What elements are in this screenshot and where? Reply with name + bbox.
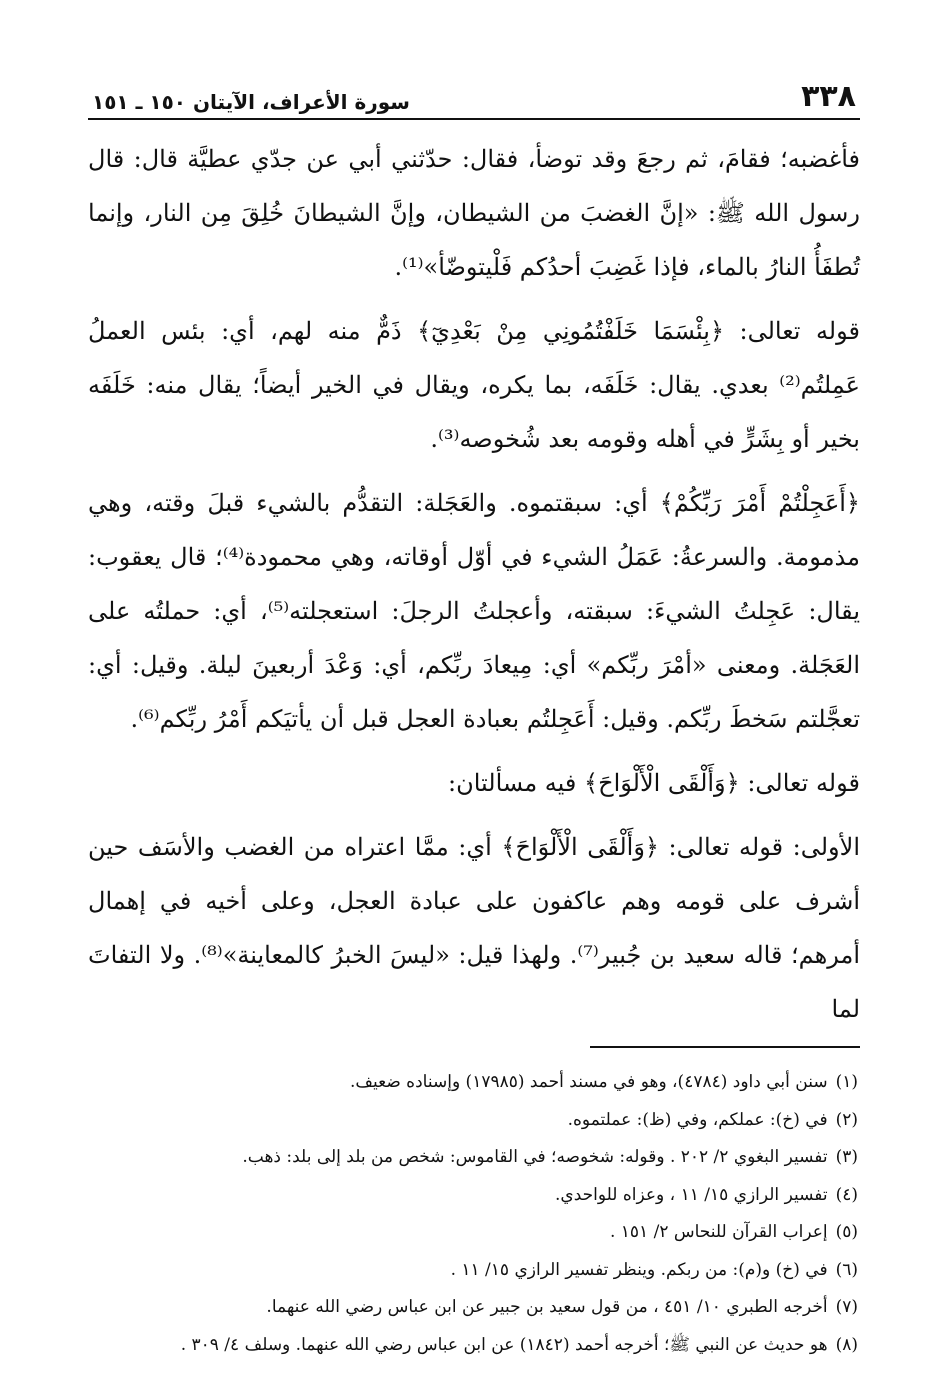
footnote: [88, 1102, 860, 1140]
paragraph: الأولى: قوله تعالى: ﴿وَأَلْقَى الْأَلْوَاحَ﴾ أي: ممَّا اعتراه من الغضب والأسَف حين أشرف على قومه وهم عاكفون على عبادة العجل، وعلى أخيه في إهمال أمرهم؛ قاله سعيد بن جُبير⁽⁷⁾. ولهذا قيل: «ليسَ الخبرُ كالمعاينة»⁽⁸⁾. ولا التفاتَ لما: [88, 833, 861, 1023]
running-title: سورة الأعراف، الآيتان ١٥٠ ـ ١٥١: [92, 90, 410, 114]
footnotes: [88, 1064, 860, 1364]
footnote: [88, 1177, 860, 1215]
footnote: [88, 1252, 860, 1290]
footnote-text: في (خ): عملكم، وفي (ظ): عملتموه.: [567, 1109, 828, 1130]
footnote-text: تفسير الرازي ١٥/ ١١ ، وعزاه للواحدي.: [555, 1184, 828, 1205]
footnote: [88, 1139, 860, 1177]
footnote-divider: [590, 1046, 860, 1048]
footnote-number: (٤): [835, 1184, 858, 1205]
paragraph: فأغضبه؛ فقامَ، ثم رجعَ وقد توضأ، فقال: حدّثني أبي عن جدّي عطيَّة قال: قال رسول الله ﷺ: «إنَّ الغضبَ من الشيطان، وإنَّ الشيطانَ خُلِقَ مِن النار، وإنما تُطفَأُ النارُ بالماء، فإذا غَضِبَ أحدُكم فَلْيتوضّأ»⁽¹⁾.: [88, 145, 860, 281]
main-text: [88, 132, 860, 1036]
footnote-number: (٢): [835, 1109, 858, 1130]
footnote: [88, 1064, 860, 1102]
book-page: [88, 70, 860, 1370]
paragraph: قوله تعالى: ﴿وَأَلْقَى الْأَلْوَاحَ﴾ فيه مسألتان:: [448, 769, 860, 797]
footnote-text: سنن أبي داود (٤٧٨٤)، وهو في مسند أحمد (١٧٩٨٥) وإسناده ضعيف.: [350, 1072, 828, 1092]
footnote-number: (٥): [835, 1222, 858, 1242]
paragraph: قوله تعالى: ﴿بِئْسَمَا خَلَفْتُمُونِي مِنْ بَعْدِيٓ﴾ ذَمٌّ منه لهم، أي: بئس العملُ عَمِلتُم⁽²⁾ بعدي. يقال: خَلَفَه، بما يكره، ويقال في الخير أيضاً؛ يقال منه: خَلَفَه بخير أو بِشَرٍّ في أهله وقومه بعد شُخوصه⁽³⁾.: [88, 317, 860, 453]
footnote-number: (١): [835, 1072, 858, 1092]
footnote: [88, 1289, 860, 1327]
footnote-number: (٦): [835, 1259, 858, 1280]
footnote-number: (٧): [835, 1297, 858, 1317]
page-number: ٣٣٨: [801, 79, 856, 114]
footnote-text: هو حديث عن النبي ﷺ؛ أخرجه أحمد (١٨٤٢) عن ابن عباس رضي الله عنهما. وسلف ٤/ ٣٠٩ .: [180, 1334, 828, 1355]
page-header: [88, 70, 860, 120]
footnote-text: أخرجه الطبري ١٠/ ٤٥١ ، من قول سعيد بن جبير عن ابن عباس رضي الله عنهما.: [266, 1297, 828, 1317]
paragraph: ﴿أَعَجِلْتُمْ أَمْرَ رَبِّكُمْ﴾ أي: سبقتموه. والعَجَلة: التقدُّم بالشيء قبلَ وقته، وهي مذمومة. والسرعةُ: عَمَلُ الشيء في أوّل أوقاته، وهي محمودة⁽⁴⁾؛ قال يعقوب: يقال: عَجِلتُ الشيءَ: سبقته، وأعجلتُ الرجلَ: استعجلته⁽⁵⁾، أي: حملتُه على العَجَلة. ومعنى «أمْرَ ربِّكم» أي: مِيعادَ ربِّكم، أي: وَعْدَ أربعينَ ليلة. وقيل: أي: تعجَّلتم سَخطَ ربِّكم. وقيل: أَعَجِلتُم بعبادة العجل قبل أن يأتيَكم أَمْرُ ربِّكم⁽⁶⁾.: [88, 489, 860, 733]
footnote-number: (٣): [835, 1147, 858, 1167]
footnote-text: في (خ) و(م): من ربكم. وينظر تفسير الرازي ١٥/ ١١ .: [450, 1259, 828, 1280]
footnote-text: تفسير البغوي ٢/ ٢٠٢ . وقوله: شخوصه؛ في القاموس: شخص من بلد إلى بلد: ذهب.: [242, 1147, 828, 1167]
footnote: [88, 1327, 860, 1365]
footnote-text: إعراب القرآن للنحاس ٢/ ١٥١ .: [609, 1222, 828, 1242]
footnote: [88, 1214, 860, 1252]
footnote-number: (٨): [835, 1334, 858, 1355]
